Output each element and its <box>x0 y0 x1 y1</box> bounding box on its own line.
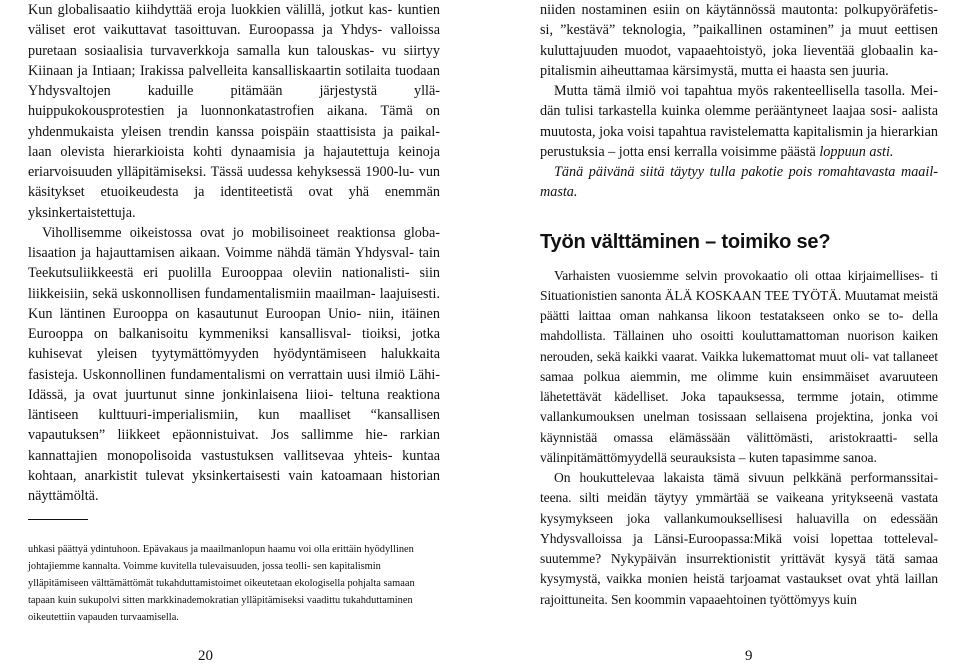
footnote-line: sen kapitalismin ylläpitämiseen välttämättömät tukahduttamistoimet oikeutetaan <box>28 561 381 589</box>
right-p1-line: kuluttajuuden muodot, vapaaehtoistyö, joka lieventää globaalin ka- <box>540 42 938 59</box>
right-paragraph-4 <box>540 468 938 610</box>
footnote-block <box>28 541 444 626</box>
footnote-line: uhkasi päättyä ydintuhoon. Epävakaus ja maailmanlopun haamu voi olla erittäin <box>28 544 362 555</box>
left-p1-line: vu siirtyy Kiinaan ja Intiaan; Irakissa palvelleita kansalliskaartin <box>28 42 440 79</box>
right-italic-paragraph <box>540 162 938 203</box>
right-p3-line: Varhaisten vuosiemme selvin provokaatio oli ottaa kirjaimellises- <box>554 267 924 283</box>
section-heading: Työn välttäminen – toimiko se? <box>540 230 831 253</box>
right-italic-line: masta. <box>540 184 578 201</box>
right-p2-line: aalista muutosta, joka voisi tapahtua ravistelematta kapitalismin ja <box>540 103 939 140</box>
left-p2-line: tain Teekutsuliikkeestä eri puolilla Eurooppaa oleviin nationalisti- <box>28 245 440 282</box>
left-paragraph-1 <box>28 0 440 223</box>
right-p4-line: kysymystä, vaikka monien heistä tarjoamat vastaukset ovat yhtä <box>540 571 900 587</box>
left-p2-line: “kansallisen vapautuksen” liikkeet epäonnistuivat. Jos sallimme hie- <box>28 407 441 444</box>
footnote-rule <box>28 519 88 520</box>
right-p3-line: della mahdollista. Tällainen uho osoitti kouluttamattoman nuorison <box>540 308 938 344</box>
right-p4-line: Yhdysvalloissa ja Länsi-Euroopassa:Mikä voisi lopettaa totteleval- <box>540 530 938 546</box>
left-p2-line: teltuna reaktiona läntiseen kulttuuri-imperialismiin, kun maalliset <box>28 386 440 423</box>
left-p2-line: halukkaita fasisteja. Uskonnollinen fundamentalismi on verrattain <box>28 346 440 383</box>
section-heading-block <box>540 230 938 254</box>
right-p4-line: kysymykseen joka vallankumouksellisesi haluavilla on edessään <box>540 510 938 526</box>
right-p4-line: suutemme? Nykypäivän insurrektionistit yrittävät kysyä tätä samaa <box>540 551 938 566</box>
left-p1-line: eriarvoisuuden ylläpitämiseksi. Tässä uudessa kehyksessä 1900-lu- <box>28 164 415 180</box>
right-page <box>480 0 960 665</box>
right-p3-line: vat tallaneet samaa polkua aiemmin, me olimme kuin ensimmäiset <box>540 348 938 384</box>
right-p2-line: hierarkian perustuksia – jotta ensi kerralla voisimme päästä <box>540 123 939 160</box>
right-p4-line: laillan rajoittuneita. Sen koommin vapaaehtoinen työttömyys kuin <box>540 571 938 607</box>
left-p2-line: tioiksi, jotka kuhisevat yleisen tyytymättömyyden hyödyntämiseen <box>28 326 441 363</box>
right-paragraph-2 <box>540 81 938 162</box>
right-p3-line: sella välinpitämättömyydellä seurauksista – kuten tapasimme sanoa. <box>540 429 938 465</box>
right-p3-line: ti Situationistien sanonta ÄLÄ KOSKAAN TEE TYÖTÄ. Muutamat <box>540 267 938 303</box>
left-p1-line: yksinkertaistettuja. <box>28 204 136 221</box>
right-p4-line: teena. silti meidän täytyy ymmärtää se vaikeana yritykseenä vastata <box>540 490 938 506</box>
right-p1-line: pitalismin aiheuttamaa kärsimystä, mutta ei haasta sen juuria. <box>540 62 889 79</box>
right-p3-line: otimme vallankumouksen unelman tosissaan sellaisena projektina, <box>540 389 938 425</box>
left-p2-line: niin, itäinen Eurooppa on balkanisoitu kymmeniksi kansallisval- <box>28 305 440 342</box>
left-p1-line: laan olevista hierarkioista kohti dynaamisia ja hajautettuja keinoja <box>28 143 440 160</box>
footnote-line: ekologisella pohjalta samaan tapaan kuin sukupolvi sitten markkinademokratian <box>28 578 415 606</box>
left-p1-line: kuntien väliset erot vaikuttavat tasoittuvan. Euroopassa ja Yhdys- <box>28 2 441 39</box>
left-p1-line: huippukokousprotestien ja luonnonkatastrofien aikana. Tämä on <box>28 103 440 120</box>
footnote-line: ylläpitämiseksi vaadittu tukahduttaminen oikeutettiin vapauden turvaamisella. <box>28 595 413 623</box>
right-paragraph-2-italic: loppuun asti. <box>819 143 894 160</box>
left-p2-line: lisaation ja hajauttamisen aikaan. Voimme nähdä tämän Yhdysval- <box>28 245 414 261</box>
right-italic-line: Tänä päivänä siitä täytyy tulla pakotie pois romahtavasta maail- <box>554 164 938 180</box>
left-p2-line: kuntaa kohtaan, anarkistit tulevat yksinkertaisesti vain katoamaan <box>28 447 440 484</box>
right-p3-line: meistä päätti laittaa oman nahkansa likoon testatakseen onko se to- <box>540 287 938 323</box>
left-p1-line: Kun globalisaatio kiihdyttää eroja luokkien välillä, jotkut kas- <box>28 2 393 18</box>
left-p2-line: rarkian kannattajien monopolisoida vastustuksen vallitsevaa yhteis- <box>28 427 440 464</box>
left-p1-line: vun käsitykset etuoikeudesta ja identiteetistä ovat yhä enemmän <box>28 164 441 201</box>
right-p3-line: kaiken nerouden, sekä kaikki vaarat. Vaikka lukemattomat muut oli- <box>540 328 938 364</box>
right-p1-line: niiden nostaminen esiin on käytännössä mautonta: polkupyöräfetis- <box>540 2 938 18</box>
left-paragraph-2 <box>28 223 440 507</box>
left-p1-line: yhdenmukaista yleisen trendin kanssa poispäin staattisista ja paikal- <box>28 123 440 140</box>
right-p3-line: jonka voi käynnistää omassa elämässään välittömästi, aristokraatti- <box>540 409 938 445</box>
left-text-column <box>28 0 440 506</box>
left-p2-line: uusi ilmiö Lähi-Idässä, ja ovat juurtunut sinne jonkinlaisena liioi- <box>28 366 440 403</box>
left-p2-line: siin liikkeisiin, sekä uskonnollisen fundamentalismiin maailman- <box>28 265 441 302</box>
page-number-left: 20 <box>198 648 213 664</box>
left-p1-line: sotilaita tuodaan Yhdysvaltojen kaduille pitämään järjestystä yllä- <box>28 62 440 99</box>
right-p2-line: dän tulisi tarkastella kuinka olemme perääntyneet laajaa sosi- <box>540 103 898 120</box>
right-p3-line: avaruuteen lähetettävät kädelliset. Joka tapauksessa, termme jotain, <box>540 368 938 404</box>
right-p4-line: On houkuttelevaa lakaista tämä sivuun pelkkänä performanssitai- <box>554 470 938 485</box>
footnote-line: hyödyllinen johtajiemme kannalta. Voimme kuvitella tulevaisuuden, jossa teolli- <box>28 544 414 572</box>
left-p1-line: valloissa puretaan sosiaalisia turvaverkkoja samalla kun talouskas- <box>28 22 440 59</box>
page-number-right: 9 <box>745 648 753 664</box>
right-text-column <box>540 0 938 610</box>
left-p2-line: historian näyttämöltä. <box>28 467 441 504</box>
left-p2-line: laajuisesti. Kun läntinen Eurooppa on kasautunut Euroopan Unio- <box>28 285 440 322</box>
right-p1-line: si, ”kestävä” teknologia, ”paikallinen ostaminen” ja muut eettisen <box>540 22 938 39</box>
right-paragraph-1 <box>540 0 938 81</box>
footnote-text <box>28 541 444 626</box>
right-paragraph-3 <box>540 266 938 469</box>
left-p2-line: Vihollisemme oikeistossa ovat jo mobilisoineet reaktionsa globa- <box>42 224 440 241</box>
right-p2-line: Mutta tämä ilmiö voi tapahtua myös rakenteellisella tasolla. Mei- <box>554 83 938 99</box>
